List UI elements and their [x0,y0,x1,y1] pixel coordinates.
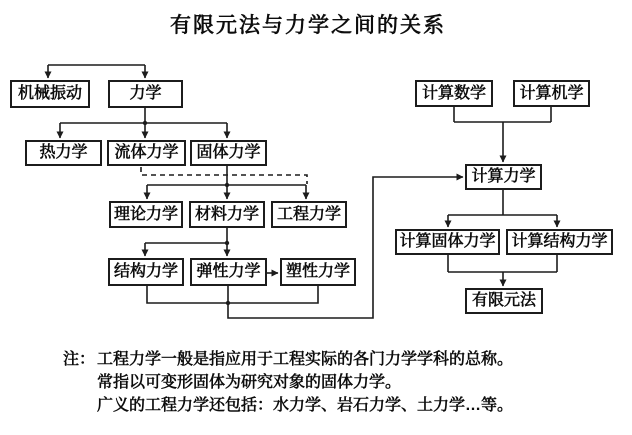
junction-dot [226,301,230,305]
footnote-line-3: 广义的工程力学还包括：水力学、岩石力学、土力学…等。 [97,397,514,414]
footnote-line-2: 常指以可变形固体为研究对象的固体力学。 [97,374,402,391]
node-computational-mechanics: 计算力学 [465,164,542,190]
node-thermodynamics: 热力学 [25,140,102,166]
footnote-lines [97,348,513,417]
node-computer-science: 计算机学 [513,80,590,107]
node-mechanics: 力学 [108,80,183,108]
node-materials-mechanics: 材料力学 [189,201,265,228]
node-computational-mathematics: 计算数学 [415,80,493,107]
node-finite-element-method: 有限元法 [465,288,543,314]
junction-dot [143,121,147,125]
edge-bottom-collector-u [147,286,318,303]
node-theoretical-mechanics: 理论力学 [109,201,183,228]
node-engineering-mechanics: 工程力学 [271,201,347,228]
footnote [63,348,513,417]
diagram-title: 有限元法与力学之间的关系 [170,14,446,37]
node-solid-mechanics: 固体力学 [190,140,267,166]
edge-fluid-to-engineering-dashed-link [141,167,307,184]
node-fluid-mechanics: 流体力学 [107,140,186,166]
node-computational-structural-mechanics: 计算结构力学 [506,229,613,255]
node-structural-mechanics: 结构力学 [108,258,184,286]
node-elasticity-mechanics: 弹性力学 [190,258,267,286]
node-plasticity-mechanics: 塑性力学 [280,258,356,286]
node-computational-solid-mechanics: 计算固体力学 [395,229,500,255]
junction-dot [225,241,229,245]
footnote-line-1: 工程力学一般是指应用于工程实际的各门力学学科的总称。 [97,351,514,368]
junction-dot [225,183,229,187]
node-mechanical-vibration: 机械振动 [10,80,90,108]
footnote-prefix: 注： [63,351,96,368]
